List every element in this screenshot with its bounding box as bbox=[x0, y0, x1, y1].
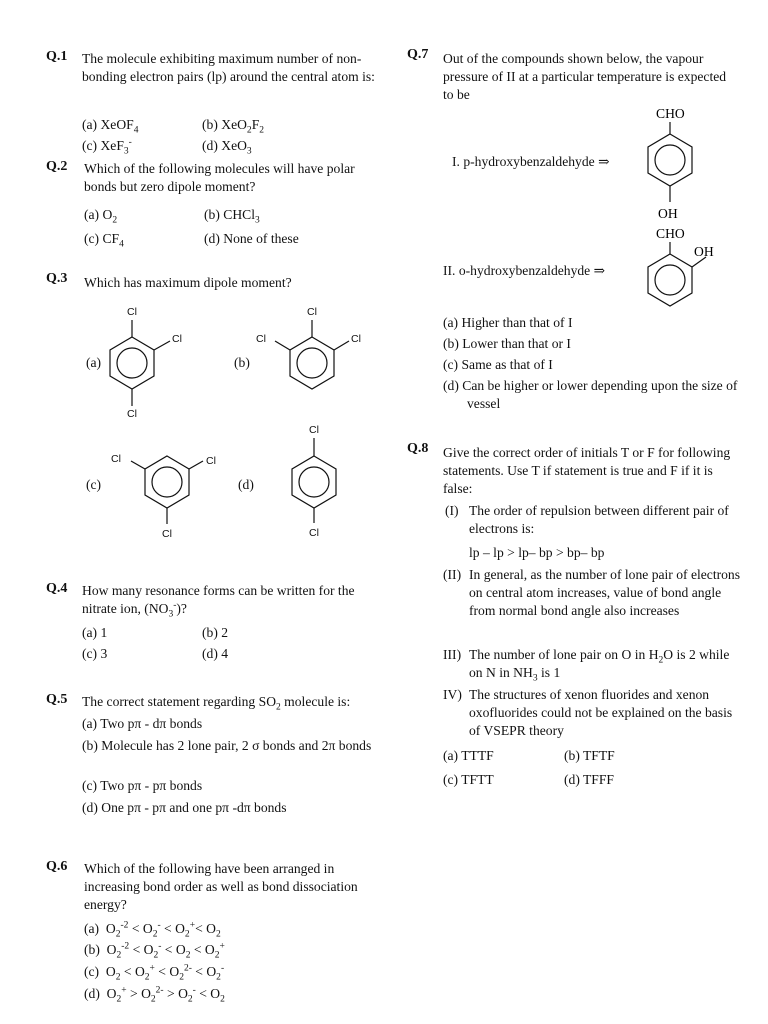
option-d: (d) $O_2^+ > O_2^{2-} > O_2^- < O_2$ bbox=[84, 985, 225, 1005]
statement-text: The number of lone pair on O in $H_2O$ is 2 while on N in $NH_3$ is 1 bbox=[469, 647, 730, 684]
option-d: (d) bbox=[238, 477, 254, 492]
cl-label: Cl bbox=[256, 333, 266, 345]
o-hydroxybenzaldehyde-structure bbox=[630, 224, 740, 314]
question-number: Q.7 bbox=[407, 47, 429, 62]
option-d: (d) None of these bbox=[204, 231, 299, 246]
option-a: (a) XeOF$_4$ bbox=[82, 117, 139, 136]
question-number: Q.4 bbox=[46, 581, 68, 596]
question-text: The correct statement regarding $SO_2$ molecule is: bbox=[82, 694, 351, 713]
option-b: (b) TFTF bbox=[564, 748, 615, 763]
option-b: (b) $O_2^{-2} < O_2^- < O_2 < O_2^+$ bbox=[84, 941, 225, 961]
statement-number: (II) bbox=[443, 567, 462, 582]
question-text: The molecule exhibiting maximum number of non-bonding electron pairs (lp) around the central atom is: bbox=[82, 51, 375, 84]
option-a: (a) bbox=[86, 355, 102, 370]
p-hydroxybenzaldehyde-structure bbox=[630, 100, 720, 235]
statement-number: (I) bbox=[445, 503, 459, 518]
statement-text: In general, as the number of lone pair of electrons on central atom increases, value of bond angle from normal bond angle also increases bbox=[469, 567, 741, 618]
oh-label: OH bbox=[694, 244, 714, 259]
statement-number: IV) bbox=[443, 687, 462, 702]
option-d: (d) 4 bbox=[202, 646, 229, 661]
option-c: (c) $O_2 < O_2^+ < O_2^{2-} < O_2^-$ bbox=[84, 963, 225, 983]
question-number: Q.5 bbox=[46, 692, 68, 707]
option-b: (b) bbox=[234, 355, 250, 370]
question-text: Out of the compounds shown below, the vapour pressure of II at a particular temperature is expected to be bbox=[443, 51, 727, 102]
option-c: (c) bbox=[86, 477, 102, 492]
cl-label: Cl bbox=[111, 453, 121, 465]
cl-label: Cl bbox=[307, 306, 317, 318]
statement-equation: lp – lp > lp– bp > bp– bp bbox=[469, 545, 605, 560]
option-c: (c) Two pπ - pπ bonds bbox=[82, 778, 203, 793]
option-d: (d) Can be higher or lower depending upon the size of vessel bbox=[443, 378, 738, 411]
molecule-1-2-3-trichlorobenzene bbox=[250, 300, 370, 405]
option-c: (c) XeF$_3$- bbox=[82, 137, 132, 157]
question-text: Which of the following have been arranged in increasing bond order as well as bond dissociation energy? bbox=[84, 861, 358, 912]
question-text: Which has maximum dipole moment? bbox=[84, 275, 292, 290]
option-a: (a) TTTF bbox=[443, 748, 494, 763]
question-text: Which of the following molecules will have polar bonds but zero dipole moment? bbox=[84, 161, 355, 194]
option-d: (d) One pπ - pπ and one pπ -dπ bonds bbox=[82, 800, 287, 815]
cl-label: Cl bbox=[127, 306, 137, 318]
molecule-1-3-5-trichlorobenzene bbox=[100, 440, 230, 545]
option-b: (b) Molecule has 2 lone pair, 2 σ bonds and 2π bonds bbox=[82, 738, 372, 753]
question-text: Give the correct order of initials T or F for following statements. Use T if statement is true and F if it is false: bbox=[443, 445, 731, 496]
molecule-1-2-4-trichlorobenzene bbox=[100, 300, 200, 430]
statement-number: III) bbox=[443, 647, 462, 662]
option-a: (a) Two pπ - dπ bonds bbox=[82, 716, 203, 731]
option-b: (b) 2 bbox=[202, 625, 229, 640]
question-number: Q.6 bbox=[46, 859, 68, 874]
compound-i-label: I. p-hydroxybenzaldehyde ⇒ bbox=[452, 154, 610, 169]
option-b: (b) $XeO_2F_2$ bbox=[202, 117, 265, 136]
option-b: (b) Lower than that or I bbox=[443, 336, 571, 351]
question-text: How many resonance forms can be written for the nitrate ion, $(NO_3^-)$? bbox=[82, 583, 355, 620]
cl-label: Cl bbox=[309, 527, 319, 539]
cl-label: Cl bbox=[172, 333, 182, 345]
cl-label: Cl bbox=[351, 333, 361, 345]
option-a: (a) $O_2$ bbox=[84, 207, 118, 226]
cho-label: CHO bbox=[656, 226, 685, 241]
option-c: (c) TFTT bbox=[443, 772, 494, 787]
option-d: (d) XeO$_3$ bbox=[202, 138, 252, 157]
question-number: Q.2 bbox=[46, 159, 68, 174]
cl-label: Cl bbox=[162, 528, 172, 540]
oh-label: OH bbox=[658, 206, 678, 221]
question-number: Q.1 bbox=[46, 49, 68, 64]
option-c: (c) 3 bbox=[82, 646, 108, 661]
option-c: (c) $CF_4$ bbox=[84, 231, 124, 250]
option-b: (b) CHCl$_3$ bbox=[204, 207, 260, 226]
cho-label: CHO bbox=[656, 106, 685, 121]
question-number: Q.8 bbox=[407, 441, 429, 456]
compound-ii-label: II. o-hydroxybenzaldehyde ⇒ bbox=[443, 263, 605, 278]
cl-label: Cl bbox=[206, 455, 216, 467]
molecule-1-4-dichlorobenzene bbox=[280, 418, 350, 548]
option-a: (a) $O_2^{-2} < O_2^- < O_2^+< O_2$ bbox=[84, 920, 221, 940]
question-number: Q.3 bbox=[46, 271, 68, 286]
cl-label: Cl bbox=[127, 408, 137, 420]
option-a: (a) Higher than that of I bbox=[443, 315, 573, 330]
statement-text: The structures of xenon fluorides and xenon oxofluorides could not be explained on the basis of VSEPR theory bbox=[469, 687, 733, 738]
statement-text: The order of repulsion between different pair of electrons is: bbox=[469, 503, 729, 536]
option-c: (c) Same as that of I bbox=[443, 357, 553, 372]
cl-label: Cl bbox=[309, 424, 319, 436]
option-a: (a) 1 bbox=[82, 625, 108, 640]
option-d: (d) TFFF bbox=[564, 772, 614, 787]
